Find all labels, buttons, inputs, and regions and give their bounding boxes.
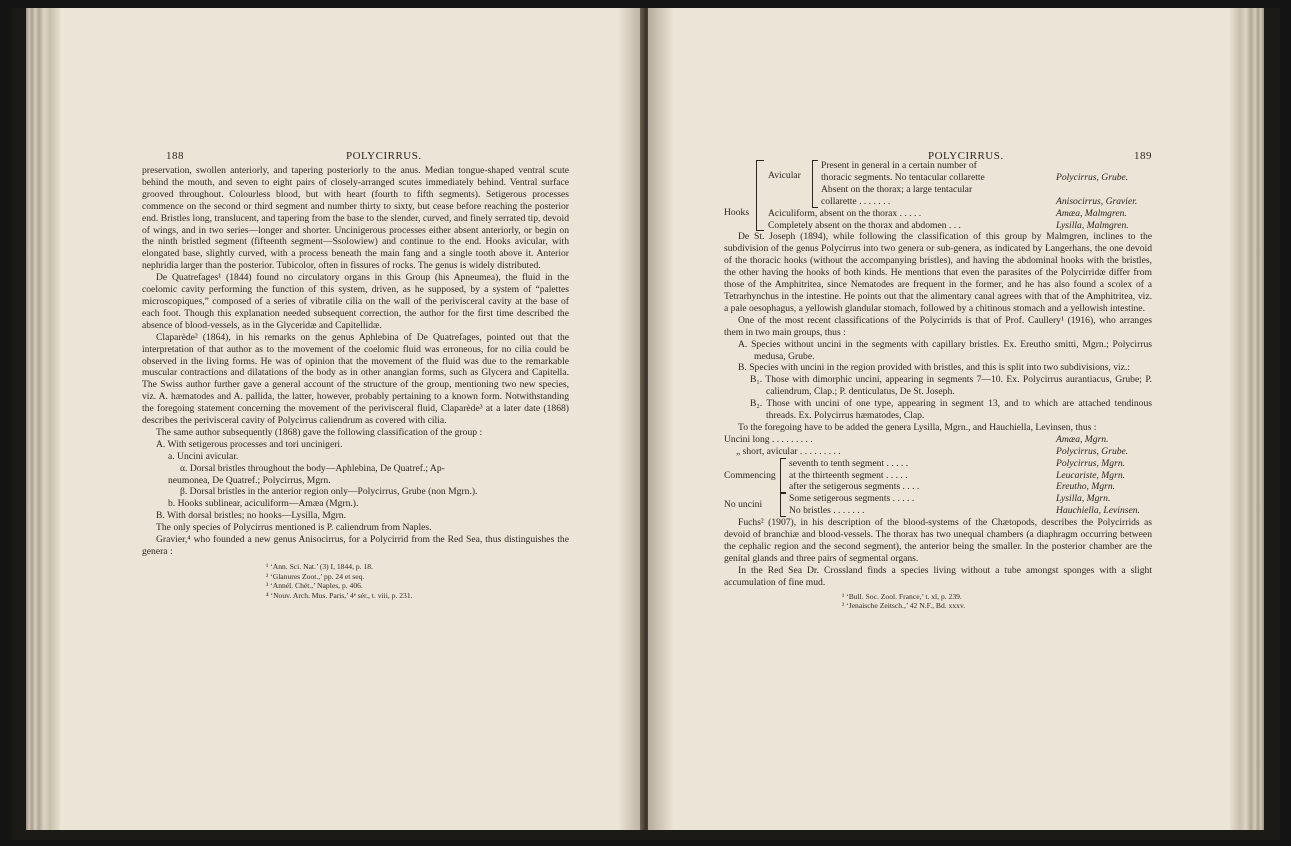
paragraph: In the Red Sea Dr. Crossland finds a species living without a tube amongst sponges with a slight accumulation of fine mud. — [724, 564, 1152, 588]
footnote: ⁴ ‘Nouv. Arch. Mus. Paris,’ 4ᵉ sér., t. viii, p. 231. — [266, 590, 413, 600]
group-item: A. Species without uncini in the segments with capillary bristles. Ex. Ereutho smitti, Mgrn.; Polycirrus medusa, Grube. — [738, 338, 1152, 362]
table-row: Completely absent on the thorax and abdomen . . . Lysilla, Malmgren. — [768, 219, 1129, 231]
footnote: ¹ ‘Bull. Soc. Zool. France,’ t. xl, p. 239. — [842, 591, 962, 601]
footnote: ² ‘Glanures Zoot.,’ pp. 24 et seq. — [266, 571, 365, 581]
brace — [780, 493, 786, 517]
paragraph: preservation, swollen anteriorly, and tapering posteriorly to the anus. Median tongue-shaped ventral scute behind the mouth, and seven to eight pairs of closely-arranged scutes immediately behind. Ventral surface grooved throughout. Colourless blood, but with heart (fourth to fifth segments). Setigerous processes commence on the second or third segment and number thirty to sixty, but cease before reaching the posterior end. Bristles long, translucent, and tapering from the base to the slender, curved, and finely serrated tip, devoid of wings, and in two series—longer and shorter. Uncinigerous processes either absent anteriorly, or begin on the ninth bristled segment (fifteenth segment—Ssolowiew) and continue to the end. Hooks avicular, with elongated base, slightly curved, with a process beneath the main fang and a single tooth above it. Anterior nephridia larger than the posterior. Tubicolor, often in fissures of rocks. The genus is widely distributed. — [142, 165, 569, 272]
classification-item: b. Hooks sublinear, aciculiform—Amæa (Mgrn.). — [168, 498, 359, 510]
hooks-table — [724, 160, 1152, 231]
group-item: B₁. Those with dimorphic uncini, appearing in segments 7—10. Ex. Polycirrus aurantiacus, Grube; P. caliendrum, Clap.; P. denticulatus, De St. Joseph. — [750, 374, 1152, 398]
brace — [812, 160, 818, 208]
paragraph: Claparède² (1864), in his remarks on the genus Aphlebina of De Quatrefages, pointed out that the interpretation of that author as to the movement of the coelomic fluid was erroneous, for no cilia could be observed in the living forms. He was of opinion that the movement of the fluid was due to the remarkable muscular contractions and dilatations of the body as in other anangian forms, such as Glycera and Capitella. The Swiss author further gave a general account of the structure of the group, mentioning two new species, viz. A. hæmatodes and A. pallida, the latter, however, probably pertaining to a known form. Notwithstanding the foregoing statement concerning the movement of the perivisceral fluid, Claparède³ at a later date (1868) describes the perivisceral cavity of Polycirrus caliendrum as covered with cilia. — [142, 331, 569, 427]
paragraph: One of the most recent classifications of the Polycirrids is that of Prof. Caullery¹ (1916), who arranges them in two main groups, thus : — [724, 314, 1152, 338]
no-uncini-group — [724, 493, 1152, 517]
classification-item: α. Dorsal bristles throughout the body—Aphlebina, De Quatref.; Ap- — [180, 462, 445, 474]
classification-item: neumonea, De Quatref.; Polycirrus, Mgrn. — [168, 474, 331, 486]
page-number-left: 188 — [166, 150, 184, 162]
paragraph: De Quatrefages¹ (1844) found no circulatory organs in this Group (his Apneumea), the fluid in the coelomic cavity performing the function of this system, driven, as he supposed, by a system of “palettes microscopiques,” composed of a series of vibratile cilia on the wall of the perivisceral cavity at the base of each foot. Though this explanation needed subsequent correction, the author for the first time described the absence of blood-vessels, as in the Glyceridæ and Capitellidæ. — [142, 272, 569, 331]
right-page-body — [724, 160, 1152, 611]
running-head-right: POLYCIRRUS. — [928, 150, 1004, 162]
brace — [780, 458, 786, 494]
classification-item: A. With setigerous processes and tori uncinigeri. — [156, 438, 343, 450]
commencing-group — [724, 458, 1152, 494]
table-row: after the setigerous segments . . . . Ereutho, Mgrn. — [789, 481, 1116, 493]
classification-item: β. Dorsal bristles in the anterior region only—Polycirrus, Grube (non Mgrn.). — [180, 486, 478, 498]
table-row: Present in general in a certain number of — [821, 160, 977, 171]
classification-item: a. Uncini avicular. — [168, 450, 239, 462]
paragraph: The same author subsequently (1868) gave the following classification of the group : — [156, 426, 483, 438]
hooks-label: Hooks — [724, 207, 750, 218]
footnote: ² ‘Jenaische Zeitsch.,’ 42 N.F., Bd. xxxv. — [842, 601, 966, 611]
left-page-body — [142, 165, 569, 600]
footnote: ³ ‘Annél. Chét.,’ Naples, p. 406. — [266, 581, 363, 591]
group-item: B₂. Those with uncini of one type, appearing in segment 13, and to which are attached tendinous threads. Ex. Polycirrus hæmatodes, Clap. — [750, 398, 1152, 422]
page-edges-right — [1230, 8, 1264, 830]
paragraph: De St. Joseph (1894), while following the classification of this group by Malmgren, inclines to the subdivision of the genus Polycirrus into two genera or sub-genera, as indicated by Langerhans, the one devoid of the thoracic hooks (without the accompanying bristles), and having the abdominal hooks with the bristles, the other having the hooks of both kinds. He mentions that even the parasites of the Polycirridæ differ from those of the Amphitritea, since Nematodes are frequent in the former, and he has also found a scolex of a Tetrarhynchus in the intestine. He points out that the alimentary canal agrees with that of the Amphitritea, viz. a pale oesophagus, a yellowish glandular stomach, followed by a chitinous stomach and a yellowish intestine. — [724, 231, 1152, 314]
commencing-label: Commencing — [724, 469, 776, 481]
table-row: No bristles . . . . . . . Hauchiella, Levinsen. — [789, 505, 1140, 517]
table-row: „ short, avicular . . . . . . . . . Polycirrus, Grube. — [736, 445, 1129, 457]
no-uncini-label: No uncini — [724, 499, 763, 511]
avicular-label: Avicular — [768, 170, 801, 181]
footnotes-right — [724, 592, 1152, 611]
table-row: thoracic segments. No tentacular collarette Polycirrus, Grube. — [821, 171, 1129, 183]
group-item: B. Species with uncini in the region provided with bristles, and this is split into two subdivisions, viz.: — [738, 362, 1130, 374]
paragraph: Fuchs² (1907), in his description of the blood-systems of the Chætopods, describes the Polycirrids as devoid of branchiæ and blood-vessels. The thorax has two unequal chambers (a diaphragm occurring between the cephalic region and the second segment), the anterior being the smaller. In the posterior chamber are the genital glands and three pairs of segmental organs. — [724, 517, 1152, 564]
table-row: seventh to tenth segment . . . . . Polycirrus, Mgrn. — [789, 457, 1126, 469]
page-edges-left — [26, 8, 60, 830]
footnote: ¹ ‘Ann. Sci. Nat.’ (3) I, 1844, p. 18. — [266, 561, 373, 571]
table-row: Absent on the thorax; a large tentacular — [821, 183, 973, 195]
table-row: at the thirteenth segment . . . . . Leucariste, Mgrn. — [789, 469, 1126, 481]
brace — [756, 160, 764, 231]
paragraph: To the foregoing have to be added the genera Lysilla, Mgrn., and Hauchiella, Levinsen, thus : — [738, 421, 1097, 433]
table-row: Some setigerous segments . . . . . Lysilla, Mgrn. — [789, 493, 1111, 505]
paragraph: The only species of Polycirrus mentioned is P. caliendrum from Naples. — [156, 522, 432, 534]
table-row: Aciculiform, absent on the thorax . . . . . Amæa, Malmgren. — [768, 207, 1127, 219]
avicular-group — [768, 160, 1152, 208]
page-number-right: 189 — [1134, 150, 1152, 162]
table-row: Uncini long . . . . . . . . . Amæa, Mgrn. — [724, 433, 1109, 445]
gutter-shadow-right — [648, 8, 674, 830]
paragraph: Gravier,⁴ who founded a new genus Anisocirrus, for a Polycirrid from the Red Sea, thus distinguishes the genera : — [142, 534, 569, 557]
running-head-left: POLYCIRRUS. — [346, 150, 422, 162]
footnotes-left — [142, 562, 569, 600]
table-row: collarette . . . . . . . Anisocirrus, Gravier. — [821, 195, 1138, 207]
classification-item: B. With dorsal bristles; no hooks—Lysilla, Mgrn. — [156, 510, 346, 522]
